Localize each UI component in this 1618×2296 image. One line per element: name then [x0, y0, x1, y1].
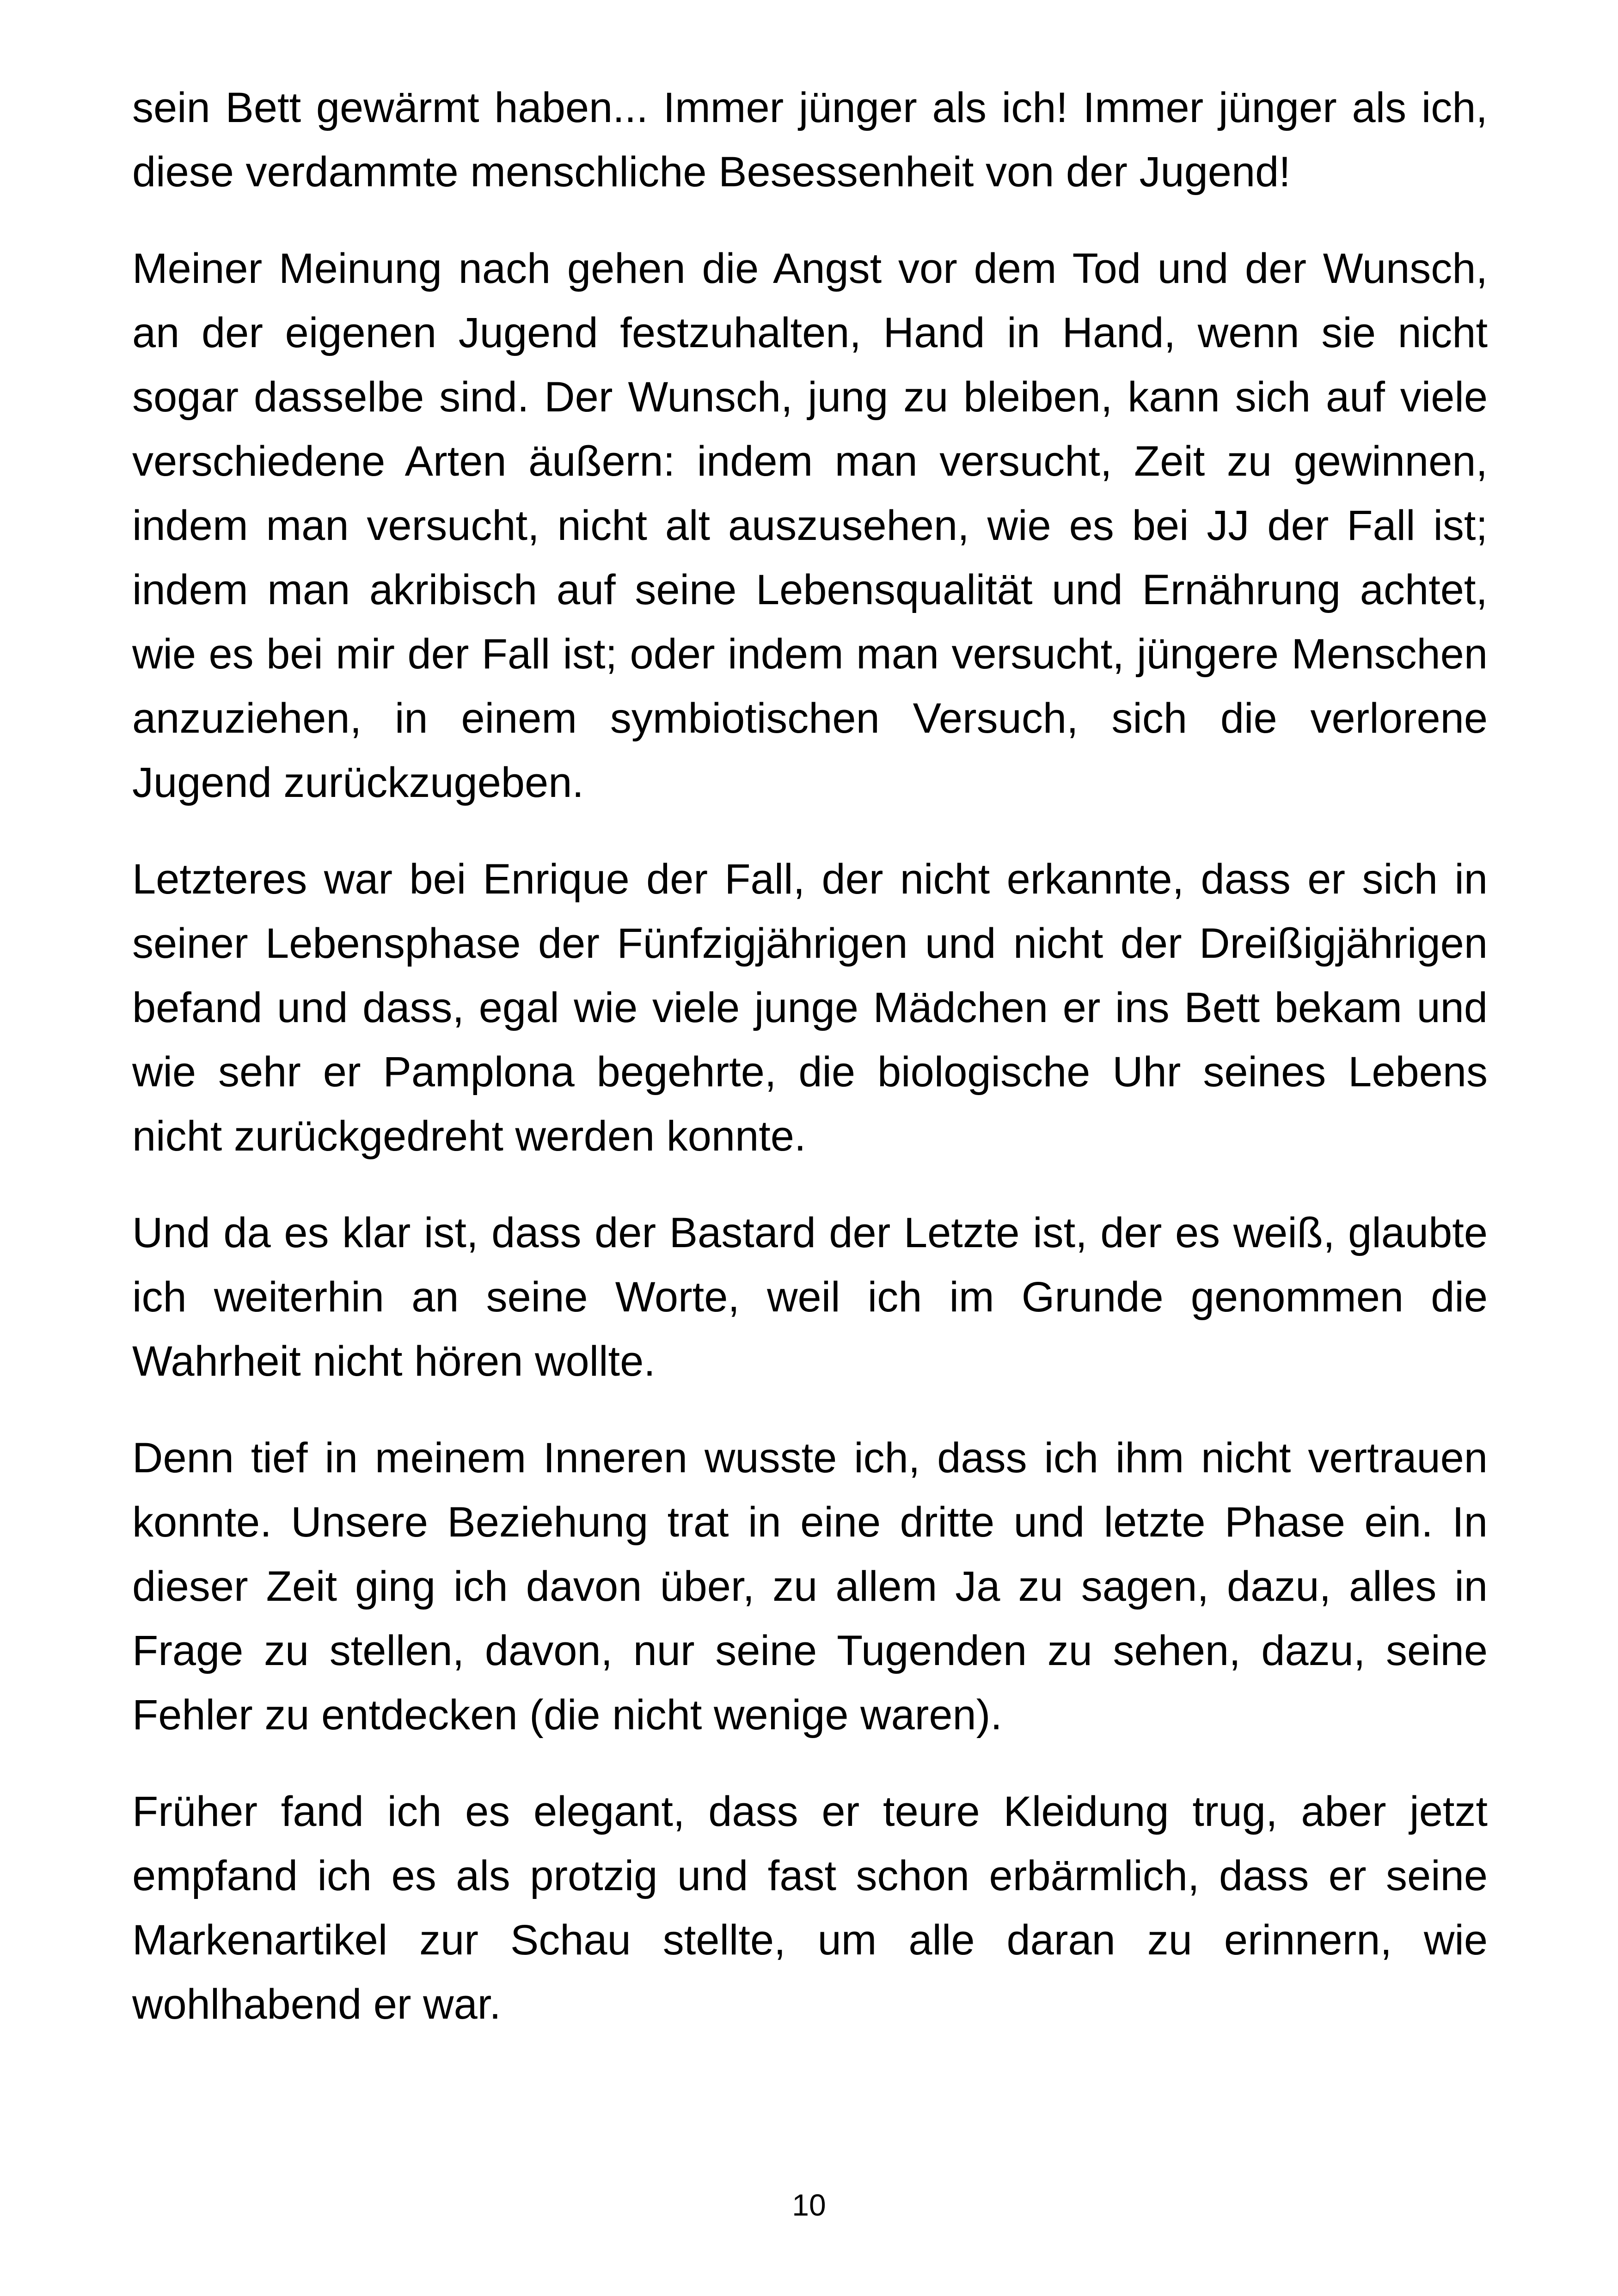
paragraph-3: Letzteres war bei Enrique der Fall, der nicht erkannte, dass er sich in seiner Lebensphase der Fünfzigjährigen und nicht der Dreißigjährigen befand und dass, egal wie viele junge Mädchen er ins Bett bekam und wie sehr er Pamplona begehrte, die biologische Uhr seines Lebens nicht zurückgedreht werden konnte. — [132, 856, 1488, 1160]
paragraph-5: Denn tief in meinem Inneren wusste ich, dass ich ihm nicht vertrauen konnte. Unsere Beziehung trat in eine dritte und letzte Phase ein. In dieser Zeit ging ich davon über, zu allem Ja zu sagen, dazu, alles in Frage zu stellen, davon, nur seine Tugenden zu sehen, dazu, seine Fehler zu entdecken (die nicht wenige waren). — [132, 1434, 1488, 1739]
paragraph-1: sein Bett gewärmt haben... Immer jünger als ich! Immer jünger als ich, diese verdammte menschliche Besessenheit von der Jugend! — [132, 84, 1488, 196]
body-text — [132, 76, 1488, 2069]
paragraph-4: Und da es klar ist, dass der Bastard der Letzte ist, der es weiß, glaubte ich weiterhin an seine Worte, weil ich im Grunde genommen die Wahrheit nicht hören wollte. — [132, 1209, 1488, 1385]
paragraph-6: Früher fand ich es elegant, dass er teure Kleidung trug, aber jetzt empfand ich es als protzig und fast schon erbärmlich, dass er seine Markenartikel zur Schau stellte, um alle daran zu erinnern, wie wohlhabend er war. — [132, 1788, 1488, 2028]
page-number: 10 — [792, 2188, 826, 2222]
paragraph-2: Meiner Meinung nach gehen die Angst vor dem Tod und der Wunsch, an der eigenen Jugend festzuhalten, Hand in Hand, wenn sie nicht sogar dasselbe sind. Der Wunsch, jung zu bleiben, kann sich auf viele verschiedene Arten äußern: indem man versucht, Zeit zu gewinnen, indem man versucht, nicht alt auszusehen, wie es bei JJ der Fall ist; indem man akribisch auf seine Lebensqualität und Ernährung achtet, wie es bei mir der Fall ist; oder indem man versucht, jüngere Menschen anzuziehen, in einem symbiotischen Versuch, sich die verlorene Jugend zurückzugeben. — [132, 245, 1488, 806]
